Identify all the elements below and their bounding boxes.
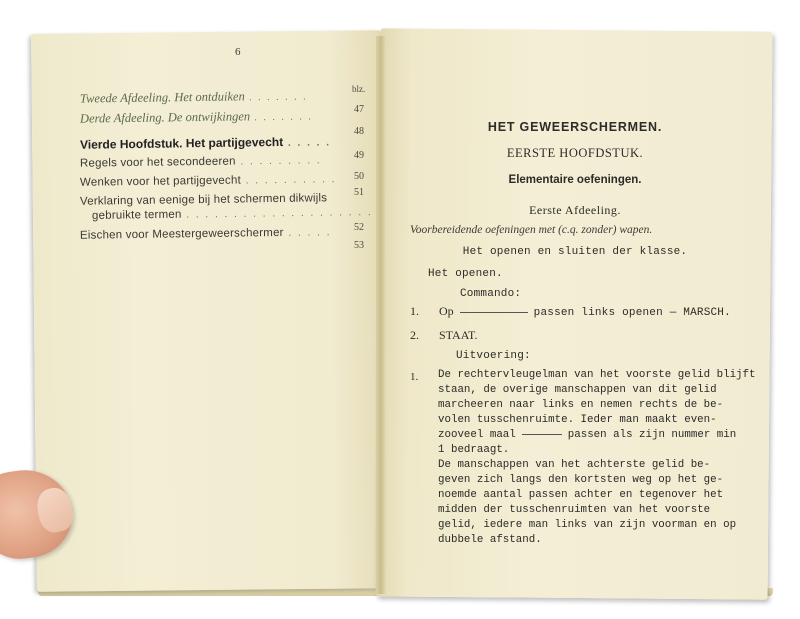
body-line: noemde aantal passen achter en tegenover het: [438, 489, 724, 501]
body-line: volen tusschenruimte. Ieder man maakt even-: [438, 414, 717, 426]
toc-entry: Wenken voor het partijgevecht . . . . . . . . . .: [79, 174, 337, 189]
toc-page: 50: [354, 171, 364, 182]
command-line: 1. Op passen links openen — MARSCH.: [410, 304, 731, 319]
chapter-heading: EERSTE HOOFDSTUK.: [506, 146, 644, 160]
subsection-heading: Het openen en sluiten der klasse.: [462, 246, 688, 258]
toc-entry: Tweede Afdeeling. Het ontduiken . . . . . . .: [79, 89, 308, 106]
col-label: blz.: [352, 84, 366, 94]
body-line: gelid, iedere man links van zijn voorman en op: [438, 519, 737, 531]
section-heading: Eerste Afdeeling.: [529, 203, 621, 217]
toc-page: 53: [354, 240, 364, 251]
toc-page: 51: [354, 187, 364, 198]
body-line: staan, de overige manschappen van dit gelid: [438, 384, 717, 396]
toc-entry: Eischen voor Meestergeweerschermer . . . . .: [79, 226, 332, 242]
main-title: HET GEWEERSCHERMEN.: [487, 120, 663, 134]
toc-entry: Regels voor het secondeeren . . . . . . . . .: [79, 155, 322, 170]
body-line: De rechtervleugelman van het voorste gelid blijft: [438, 369, 756, 381]
book-spine: [376, 36, 386, 594]
body-number: 1.: [410, 371, 419, 383]
body-line: dubbele afstand.: [438, 534, 542, 546]
body-line: De manschappen van het achterste gelid be-: [438, 459, 711, 471]
toc-page: 47: [354, 104, 364, 115]
blank-line: [460, 311, 528, 313]
item-heading: Het openen.: [428, 268, 503, 280]
toc-page: 52: [354, 222, 364, 233]
body-line: zooveel maal passen als zijn nummer min: [438, 429, 737, 441]
toc-page: 49: [354, 150, 364, 161]
chapter-subheading: Elementaire oefeningen.: [508, 174, 642, 186]
command-line: 2. STAAT.: [410, 328, 478, 342]
page-number: 6: [235, 46, 241, 58]
section-subheading: Voorbereidende oefeningen met (c.q. zonder) wapen.: [410, 224, 653, 236]
uitvoering-label: Uitvoering:: [456, 350, 531, 362]
body-line: marcheeren naar links en nemen rechts de be-: [438, 399, 724, 411]
toc-entry-continued: gebruikte termen . . . . . . . . . . . . . . . . . . . .: [91, 207, 373, 222]
body-line: geven zich langs den kortsten weg op het ge-: [438, 474, 724, 486]
toc-entry: Verklaring van eenige bij het schermen dikwijls: [79, 192, 328, 208]
commando-label: Commando:: [460, 288, 522, 300]
body-line: midden der tusschenruimten van het voorste: [438, 504, 711, 516]
body-line: 1 bedraagt.: [438, 444, 510, 456]
toc-entry: Derde Afdeeling. De ontwijkingen . . . . . . .: [79, 109, 314, 126]
toc-entry-bold: Vierde Hoofdstuk. Het partijgevecht . . . . .: [79, 134, 332, 152]
blank-line: [522, 433, 562, 435]
toc-page: 48: [354, 126, 364, 137]
